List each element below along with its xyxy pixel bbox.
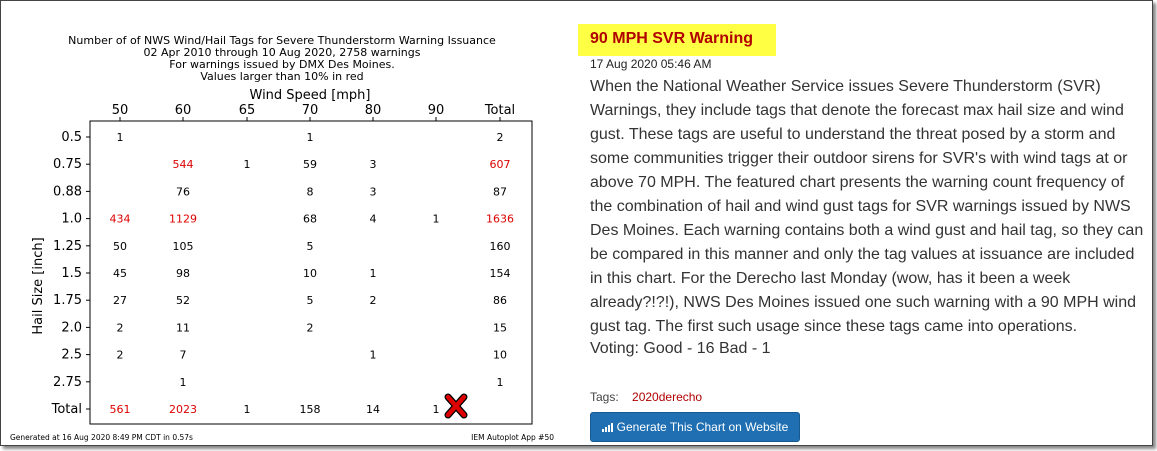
table-cell: 14 [366,403,380,416]
chart-title-line: Values larger than 10% in red [200,70,364,83]
voting-summary: Voting: Good - 16 Bad - 1 [590,340,771,357]
table-cell: 105 [172,239,194,253]
column-header: Total [484,103,516,118]
tag-link[interactable]: 2020derecho [632,390,703,404]
column-header: 65 [238,103,256,118]
row-label: 0.5 [61,130,82,145]
table-cell: 1636 [486,212,514,226]
chart-title-line: For warnings issued by DMX Des Moines. [169,58,395,71]
table-cell: 2 [369,294,377,308]
table-cell: 1129 [169,212,197,226]
table-cell: 45 [113,267,127,280]
table-cell: 1 [243,158,251,172]
table-cell: 2 [306,321,314,335]
table-cell: 27 [113,294,127,308]
table-cell: 1 [432,403,440,416]
table-cell: 1 [243,403,251,416]
bar-chart-icon [602,423,613,432]
table-cell: 15 [493,321,507,335]
table-cell: 76 [176,185,190,199]
table-cell: 86 [493,294,507,308]
table-cell: 434 [109,212,131,226]
table-cell: 52 [176,294,190,308]
row-label: 1.0 [61,211,82,227]
x-axis-label: Wind Speed [mph] [249,88,371,103]
row-label: 1.25 [53,238,82,254]
row-label: 0.88 [53,184,82,200]
table-cell: 11 [176,321,190,335]
chart-footer-left: Generated at 16 Aug 2020 8:49 PM CDT in 0.57s [10,433,193,442]
table-cell: 1 [116,131,124,144]
column-header: 90 [427,103,445,118]
table-cell: 3 [369,185,377,199]
table-cell: 2 [116,321,124,335]
row-label: 1.5 [61,266,82,281]
table-cell: 607 [489,158,511,172]
table-cell: 160 [489,239,511,253]
table-cell: 2023 [169,403,197,416]
table-cell: 2 [116,348,124,362]
table-cell: 5 [306,239,314,253]
table-cell: 1 [179,375,187,389]
table-cell: 4 [369,212,377,226]
table-cell: 68 [303,212,317,226]
feature-title: 90 MPH SVR Warning [590,30,753,47]
marker-x-icon [448,397,464,415]
table-cell: 59 [303,158,317,172]
chart-title-line: 02 Apr 2010 through 10 Aug 2020, 2758 warnings [143,46,421,59]
column-header: 80 [364,103,382,118]
generate-chart-label: Generate This Chart on Website [616,420,789,434]
table-cell: 8 [306,185,314,199]
table-cell: 1 [369,348,377,362]
column-header: 50 [111,103,129,118]
y-axis-label: Hail Size [inch] [31,237,46,335]
column-header: 70 [301,103,319,118]
row-label: 1.75 [53,293,82,309]
chart-footer-right: IEM Autoplot App #50 [471,433,554,442]
table-cell: 10 [493,348,507,362]
table-cell: 87 [493,185,507,199]
table-cell: 544 [172,158,194,172]
row-label: 0.75 [53,157,82,173]
table-cell: 1 [369,267,377,280]
row-label: 2.0 [61,320,82,336]
row-label: Total [51,402,82,417]
feature-body: When the National Weather Service issues Severe Thunderstorm (SVR) Warnings, they include tags that denote the forecast max hail size and wind gust. These tags are useful to understand the threat posed by a storm and some communities trigger their outdoor sirens for SVR's with wind tags at or above 70 MPH. The featured chart presents the warning count frequency of the combination of hail and wind gust tags for SVR warnings issued by NWS Des Moines. Each warning contains both a wind gust and hail tag, so they can be compared in this manner and only the tag values at issuance are included in this chart. For the Derecho last Monday (wow, has it been a week already?!?!), NWS Des Moines issued one such warning with a 90 MPH wind gust tag. The first such usage since these tags came into operations. [590,78,1144,335]
tags-label: Tags: [590,390,619,404]
table-cell: 1 [306,131,314,144]
table-cell: 154 [489,267,511,280]
table-cell: 561 [109,403,131,416]
column-header: 60 [174,103,192,118]
table-cell: 1 [496,375,504,389]
chart-panel [0,0,570,451]
table-cell: 50 [113,239,127,253]
feature-date: 17 Aug 2020 05:46 AM [590,57,712,71]
table-cell: 1 [432,212,440,226]
table-cell: 10 [303,267,317,280]
tags-row [590,390,702,404]
row-label: 2.75 [53,374,82,390]
row-label: 2.5 [61,347,82,363]
table-cell: 7 [179,348,187,362]
feature-title-highlight [578,24,776,56]
table-cell: 3 [369,158,377,172]
table-cell: 158 [299,403,321,416]
chart-title-line: Number of of NWS Wind/Hail Tags for Severe Thunderstorm Warning Issuance [68,34,496,47]
table-cell: 98 [176,267,190,280]
table-cell: 5 [306,294,314,308]
frequency-table-chart [0,0,570,451]
table-cell: 2 [496,131,504,144]
generate-chart-button[interactable] [590,412,800,442]
